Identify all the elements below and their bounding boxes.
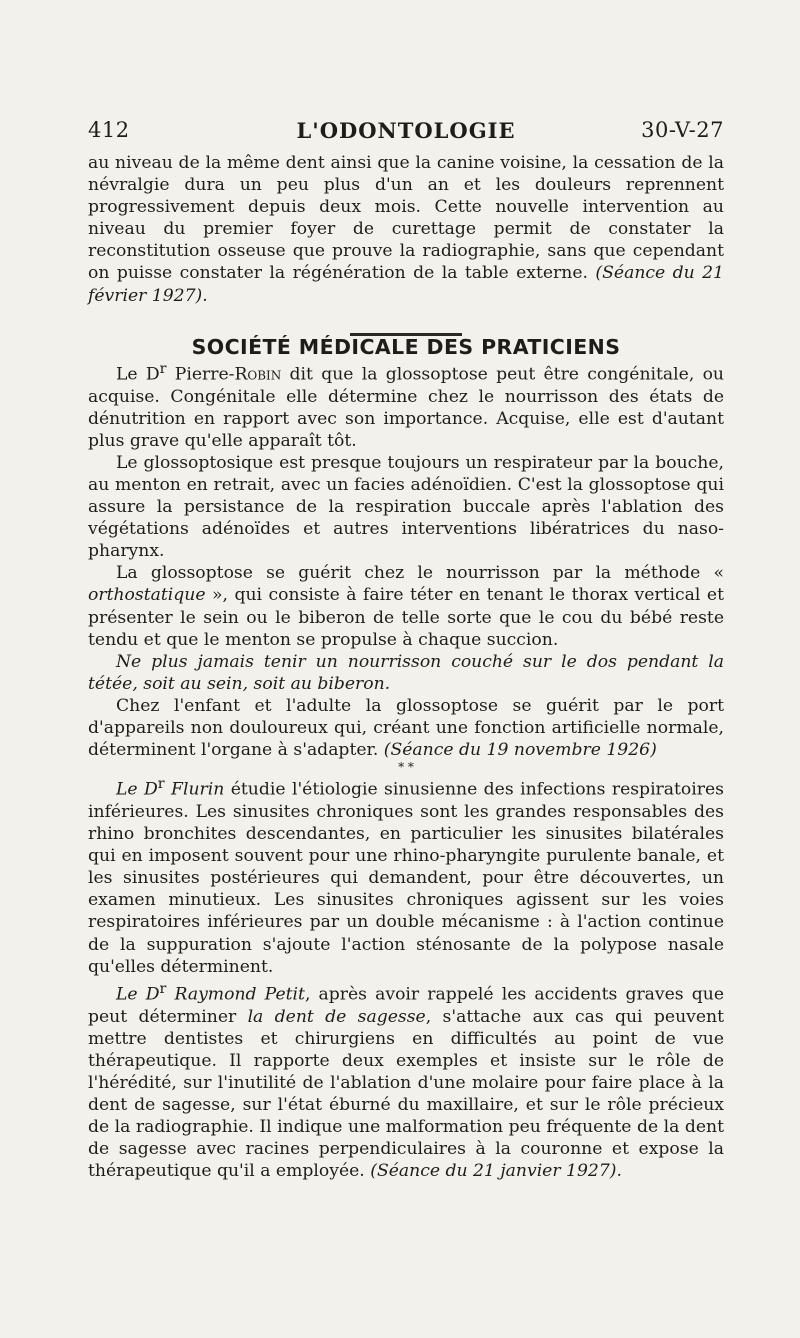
journal-title: L'ODONTOLOGIE [296,118,516,143]
seance-reference: (Séance du 19 novembre 1926) [383,740,657,761]
paragraph-glossoptosique: Le glossoptosique est presque toujours un respirateur par la bouche, au menton en retrait, avec un facies adénoïdien. C'est la glossoptose qui assure la persistance de la respiration buccale après l'ablation des végétations adénoïdes et autres interventions libératrices du naso-pharynx. [88,452,724,562]
paragraph-petit [88,978,724,1183]
paragraph-robin [88,358,724,452]
author-name-lead: Pierre- [174,364,235,385]
doctor-sup: r [157,776,165,793]
paragraph-flurin [88,773,724,978]
section-title: SOCIÉTÉ MÉDICALE DES PRATICIENS [191,334,621,359]
paragraph-text-a: , après avoir rappelé les accidents graves que peut déterminer [88,984,724,1027]
doctor-prefix: Le D [116,984,160,1005]
issue-date: 30-V-27 [641,118,724,142]
paragraph-text-b: , s'attache aux cas qui peuvent mettre dentistes et chirurgiens en difficultés au point de vue thérapeutique. Il rapporte deux exemples et insiste sur le rôle de l'hérédité, sur l'inutilité de l'ablation d'une molaire pour faire place à la dent de sagesse, sur l'état éburné du maxillaire, et sur le rôle précieux de la radiographie. Il indique une malformation peu fréquente de la dent de sagesse avec racines perpendiculaires à la couronne et expose la thérapeutique qu'il a employée. [88,1006,724,1182]
author-name: Raymond Petit [174,984,305,1005]
paragraph-text: Chez l'enfant et l'adulte la glossoptose se guérit par le port d'appareils non douloureux qui, créant une fonction artificielle normale, déterminent l'organe à s'adapter. [88,695,724,761]
paragraph-lead: La glossoptose se guérit chez le nourrisson par la méthode « [116,563,724,584]
term-orthostatique: orthostatique [88,585,206,606]
paragraph-tail: », qui consiste à faire téter en tenant le thorax vertical et présenter le sein ou le biberon de telle sorte que le cou du bébé reste tendu et que le menton se propulse à chaque succion. [88,585,724,650]
asterism-separator: * * [398,760,414,775]
intro-seance: (Séance du 21 février 1927). [88,263,724,306]
paragraph-methode [88,562,724,650]
doctor-prefix: Le D [116,779,158,800]
seance-reference: (Séance du 21 janvier 1927). [370,1161,622,1182]
paragraph-text: dit que la glossoptose peut être congénitale, ou acquise. Congénitale elle détermine chez le nourrisson des états de dénutrition en rapport avec son importance. Acquise, elle est d'autant plus grave qu'elle apparaît tôt. [88,364,724,451]
author-name: Robin [234,364,282,385]
intro-text: au niveau de la même dent ainsi que la canine voisine, la cessation de la névralgie dura un peu plus d'un an et les douleurs reprennent progressivement depuis deux mois. Cette nouvelle intervention au niveau du premier foyer de curettage permit de constater la reconstitution osseuse que prouve la radiographie, sans que cependant on puisse constater la régénération de la table externe. [88,153,724,284]
paragraph-maxim [88,651,724,695]
page-number: 412 [88,118,130,142]
article-body [88,152,724,1182]
doctor-sup: r [159,360,167,377]
maxim-text: Ne plus jamais tenir un nourrisson couché sur le dos pendant la tétée, soit au sein, soit au biberon. [88,651,724,694]
doctor-sup: r [159,980,167,997]
term-dent-de-sagesse: la dent de sagesse [247,1006,426,1027]
paragraph-text: étudie l'étiologie sinusienne des infections respiratoires inférieures. Les sinusites chroniques sont les grandes responsables des rhino bronchites descendantes, en particulier les sinusites bilatérales qui en imposent souvent pour une rhino-pharyngite purulente banale, et les sinusites postérieures qui demandent, pour être découvertes, un examen minutieux. Les sinusites chroniques agissent sur les voies respiratoires inférieures par un double mécanisme : à l'action continue de la suppuration s'ajoute l'action sténosante de la polypose nasale qu'elles déterminent. [88,779,724,977]
doctor-prefix: Le D [116,364,160,385]
author-name: Flurin [171,779,225,800]
paragraph-adulte [88,695,724,761]
intro-paragraph [88,152,724,307]
